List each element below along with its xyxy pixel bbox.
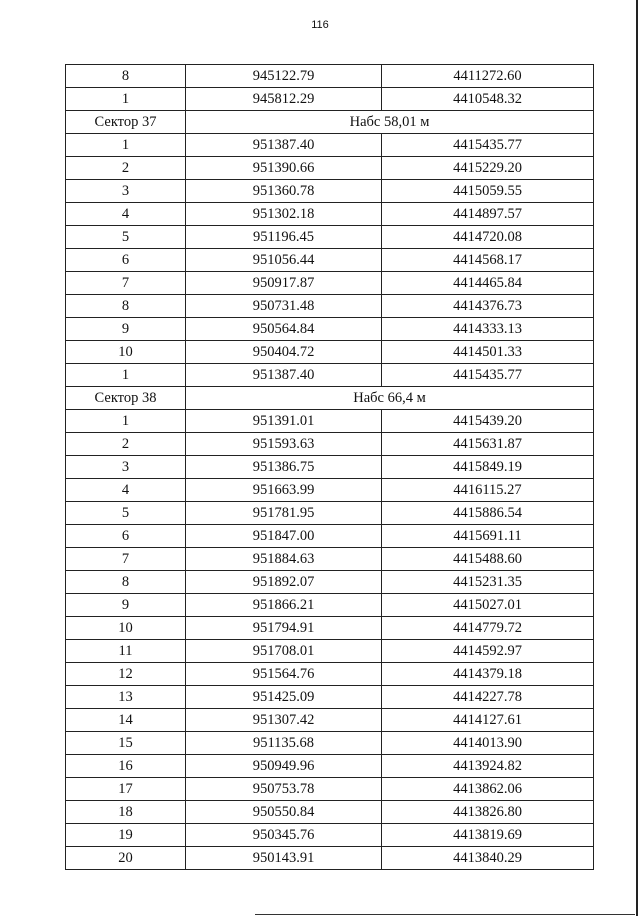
y-coordinate-cell: 4414333.13 xyxy=(382,318,594,341)
y-coordinate-cell: 4411272.60 xyxy=(382,65,594,88)
y-coordinate-cell: 4413924.82 xyxy=(382,755,594,778)
x-coordinate-cell: 950345.76 xyxy=(186,824,382,847)
point-number-cell: 19 xyxy=(66,824,186,847)
coordinates-table xyxy=(65,64,594,870)
table-row xyxy=(66,502,594,525)
point-number-cell: 5 xyxy=(66,226,186,249)
x-coordinate-cell: 951794.91 xyxy=(186,617,382,640)
y-coordinate-cell: 4415435.77 xyxy=(382,134,594,157)
point-number-cell: 17 xyxy=(66,778,186,801)
point-number-cell: 1 xyxy=(66,364,186,387)
x-coordinate-cell: 951135.68 xyxy=(186,732,382,755)
table-row xyxy=(66,732,594,755)
table-row xyxy=(66,594,594,617)
sector-name: Сектор 38 xyxy=(66,387,186,410)
x-coordinate-cell: 951593.63 xyxy=(186,433,382,456)
table-row xyxy=(66,525,594,548)
table-row xyxy=(66,479,594,502)
table-row xyxy=(66,157,594,180)
table-row xyxy=(66,778,594,801)
x-coordinate-cell: 950917.87 xyxy=(186,272,382,295)
point-number-cell: 12 xyxy=(66,663,186,686)
table-row xyxy=(66,801,594,824)
x-coordinate-cell: 950143.91 xyxy=(186,847,382,870)
y-coordinate-cell: 4413862.06 xyxy=(382,778,594,801)
table-row xyxy=(66,88,594,111)
table-row xyxy=(66,617,594,640)
x-coordinate-cell: 951391.01 xyxy=(186,410,382,433)
y-coordinate-cell: 4414227.78 xyxy=(382,686,594,709)
point-number-cell: 7 xyxy=(66,272,186,295)
y-coordinate-cell: 4415229.20 xyxy=(382,157,594,180)
x-coordinate-cell: 951390.66 xyxy=(186,157,382,180)
x-coordinate-cell: 951708.01 xyxy=(186,640,382,663)
table-row xyxy=(66,709,594,732)
sector-header-row xyxy=(66,387,594,410)
bottom-rule xyxy=(255,914,635,915)
y-coordinate-cell: 4415027.01 xyxy=(382,594,594,617)
point-number-cell: 11 xyxy=(66,640,186,663)
point-number-cell: 8 xyxy=(66,295,186,318)
x-coordinate-cell: 951781.95 xyxy=(186,502,382,525)
x-coordinate-cell: 951307.42 xyxy=(186,709,382,732)
y-coordinate-cell: 4414568.17 xyxy=(382,249,594,272)
point-number-cell: 7 xyxy=(66,548,186,571)
x-coordinate-cell: 951847.00 xyxy=(186,525,382,548)
x-coordinate-cell: 950731.48 xyxy=(186,295,382,318)
y-coordinate-cell: 4415488.60 xyxy=(382,548,594,571)
table-row xyxy=(66,410,594,433)
x-coordinate-cell: 950753.78 xyxy=(186,778,382,801)
table-row xyxy=(66,134,594,157)
point-number-cell: 14 xyxy=(66,709,186,732)
x-coordinate-cell: 951302.18 xyxy=(186,203,382,226)
point-number-cell: 9 xyxy=(66,318,186,341)
point-number-cell: 10 xyxy=(66,617,186,640)
point-number-cell: 6 xyxy=(66,249,186,272)
point-number-cell: 4 xyxy=(66,479,186,502)
y-coordinate-cell: 4415435.77 xyxy=(382,364,594,387)
sector-name: Сектор 37 xyxy=(66,111,186,134)
table-row xyxy=(66,571,594,594)
x-coordinate-cell: 951884.63 xyxy=(186,548,382,571)
x-coordinate-cell: 950564.84 xyxy=(186,318,382,341)
y-coordinate-cell: 4415691.11 xyxy=(382,525,594,548)
point-number-cell: 8 xyxy=(66,65,186,88)
sector-height: Набс 66,4 м xyxy=(186,387,594,410)
x-coordinate-cell: 950550.84 xyxy=(186,801,382,824)
y-coordinate-cell: 4415439.20 xyxy=(382,410,594,433)
page-edge-line xyxy=(636,0,638,916)
point-number-cell: 2 xyxy=(66,157,186,180)
table-row xyxy=(66,65,594,88)
y-coordinate-cell: 4415886.54 xyxy=(382,502,594,525)
y-coordinate-cell: 4414465.84 xyxy=(382,272,594,295)
x-coordinate-cell: 951892.07 xyxy=(186,571,382,594)
point-number-cell: 4 xyxy=(66,203,186,226)
table-row xyxy=(66,341,594,364)
x-coordinate-cell: 950949.96 xyxy=(186,755,382,778)
y-coordinate-cell: 4416115.27 xyxy=(382,479,594,502)
y-coordinate-cell: 4414379.18 xyxy=(382,663,594,686)
table-row xyxy=(66,226,594,249)
x-coordinate-cell: 951056.44 xyxy=(186,249,382,272)
table-row xyxy=(66,686,594,709)
y-coordinate-cell: 4415849.19 xyxy=(382,456,594,479)
table-row xyxy=(66,433,594,456)
x-coordinate-cell: 950404.72 xyxy=(186,341,382,364)
table-row xyxy=(66,548,594,571)
table-row xyxy=(66,249,594,272)
sector-height: Набс 58,01 м xyxy=(186,111,594,134)
point-number-cell: 1 xyxy=(66,88,186,111)
table-row xyxy=(66,295,594,318)
y-coordinate-cell: 4415231.35 xyxy=(382,571,594,594)
y-coordinate-cell: 4413840.29 xyxy=(382,847,594,870)
table-row xyxy=(66,847,594,870)
y-coordinate-cell: 4414127.61 xyxy=(382,709,594,732)
table-row xyxy=(66,755,594,778)
point-number-cell: 3 xyxy=(66,180,186,203)
y-coordinate-cell: 4414376.73 xyxy=(382,295,594,318)
table-row xyxy=(66,364,594,387)
y-coordinate-cell: 4413819.69 xyxy=(382,824,594,847)
y-coordinate-cell: 4414720.08 xyxy=(382,226,594,249)
table-row xyxy=(66,663,594,686)
point-number-cell: 8 xyxy=(66,571,186,594)
point-number-cell: 5 xyxy=(66,502,186,525)
table-row xyxy=(66,456,594,479)
point-number-cell: 16 xyxy=(66,755,186,778)
table-row xyxy=(66,318,594,341)
point-number-cell: 9 xyxy=(66,594,186,617)
coordinates-table-body xyxy=(66,65,594,870)
x-coordinate-cell: 951425.09 xyxy=(186,686,382,709)
x-coordinate-cell: 951387.40 xyxy=(186,134,382,157)
x-coordinate-cell: 951866.21 xyxy=(186,594,382,617)
x-coordinate-cell: 951386.75 xyxy=(186,456,382,479)
table-row xyxy=(66,180,594,203)
x-coordinate-cell: 945812.29 xyxy=(186,88,382,111)
point-number-cell: 13 xyxy=(66,686,186,709)
page-number: 116 xyxy=(311,19,329,31)
y-coordinate-cell: 4414779.72 xyxy=(382,617,594,640)
point-number-cell: 15 xyxy=(66,732,186,755)
x-coordinate-cell: 951387.40 xyxy=(186,364,382,387)
y-coordinate-cell: 4414897.57 xyxy=(382,203,594,226)
point-number-cell: 10 xyxy=(66,341,186,364)
point-number-cell: 1 xyxy=(66,410,186,433)
y-coordinate-cell: 4414013.90 xyxy=(382,732,594,755)
point-number-cell: 18 xyxy=(66,801,186,824)
y-coordinate-cell: 4410548.32 xyxy=(382,88,594,111)
table-row xyxy=(66,824,594,847)
point-number-cell: 3 xyxy=(66,456,186,479)
x-coordinate-cell: 951360.78 xyxy=(186,180,382,203)
point-number-cell: 1 xyxy=(66,134,186,157)
point-number-cell: 20 xyxy=(66,847,186,870)
y-coordinate-cell: 4413826.80 xyxy=(382,801,594,824)
y-coordinate-cell: 4414592.97 xyxy=(382,640,594,663)
x-coordinate-cell: 951663.99 xyxy=(186,479,382,502)
table-row xyxy=(66,272,594,295)
point-number-cell: 6 xyxy=(66,525,186,548)
table-row xyxy=(66,203,594,226)
table-row xyxy=(66,640,594,663)
y-coordinate-cell: 4415631.87 xyxy=(382,433,594,456)
x-coordinate-cell: 945122.79 xyxy=(186,65,382,88)
y-coordinate-cell: 4415059.55 xyxy=(382,180,594,203)
point-number-cell: 2 xyxy=(66,433,186,456)
x-coordinate-cell: 951196.45 xyxy=(186,226,382,249)
y-coordinate-cell: 4414501.33 xyxy=(382,341,594,364)
sector-header-row xyxy=(66,111,594,134)
x-coordinate-cell: 951564.76 xyxy=(186,663,382,686)
